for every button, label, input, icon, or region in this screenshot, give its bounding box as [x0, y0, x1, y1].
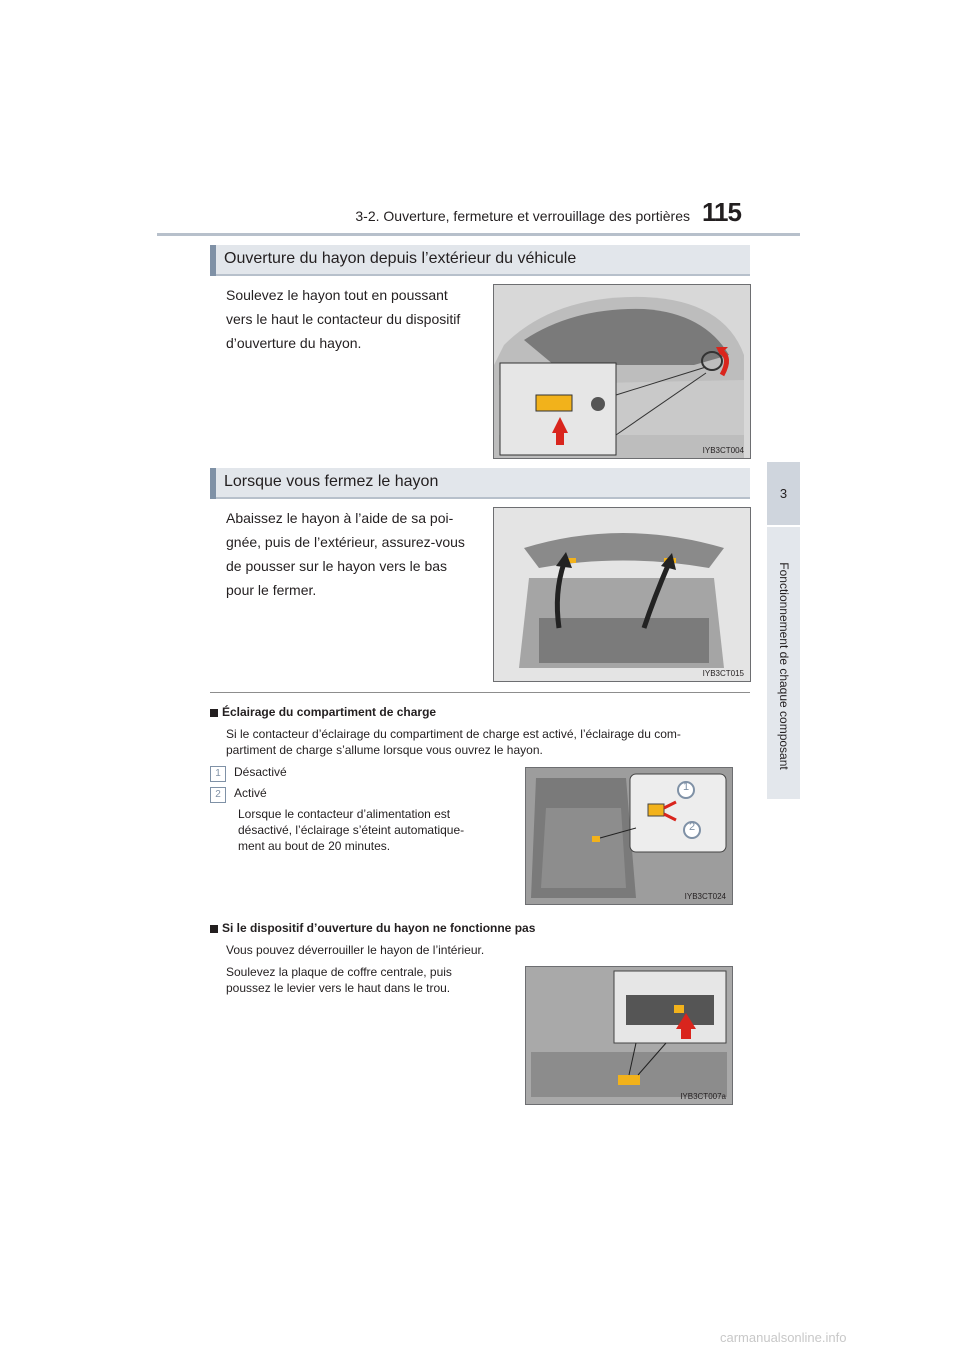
square-bullet-icon: [210, 925, 218, 933]
figure-tailgate-opener: [493, 284, 751, 459]
section-title: Ouverture du hayon depuis l’extérieur du véhicule: [224, 250, 577, 267]
text-line: désactivé, l’éclairage s’éteint automatique-: [238, 823, 465, 837]
text-line: Lorsque le contacteur d’alimentation est: [238, 807, 451, 821]
text-line: poussez le levier vers le haut dans le trou.: [226, 981, 451, 995]
figure-code: IYB3CT007a: [680, 1092, 726, 1101]
text-line: Soulevez la plaque de coffre centrale, puis: [226, 965, 452, 979]
note-heading-cargo-light: [210, 705, 436, 719]
note-heading-text: Si le dispositif d’ouverture du hayon ne fonctionne pas: [222, 921, 536, 935]
note2-instruction: [226, 964, 492, 996]
option-2-detail: [238, 806, 492, 854]
open-trunk-illustration: [494, 508, 750, 681]
text-line: ment au bout de 20 minutes.: [238, 839, 391, 853]
square-bullet-icon: [210, 709, 218, 717]
section-heading-open-tailgate: [210, 245, 750, 276]
callout-2: 2: [688, 821, 696, 833]
option-label: Activé: [234, 786, 267, 800]
number-2-icon: 2: [210, 787, 226, 803]
chapter-title: 3-2. Ouverture, fermeture et verrouillage des portières: [355, 208, 690, 224]
figure-code: IYB3CT015: [702, 669, 744, 678]
watermark: carmanualsonline.info: [720, 1330, 847, 1345]
text-line: gnée, puis de l’extérieur, assurez-vous: [226, 534, 465, 550]
figure-code: IYB3CT024: [684, 892, 726, 901]
header-divider: [157, 233, 800, 236]
figure-closing-tailgate: [493, 507, 751, 682]
callout-1: 1: [682, 781, 690, 793]
text-line: Si le contacteur d’éclairage du compartiment de charge est activé, l’éclairage du com-: [226, 727, 681, 741]
text-line: d’ouverture du hayon.: [226, 335, 362, 351]
option-item-2: [210, 785, 267, 803]
note-heading-opener-failure: [210, 921, 535, 935]
figure-code: IYB3CT004: [702, 446, 744, 455]
note-heading-text: Éclairage du compartiment de charge: [222, 705, 437, 719]
note2-text: Vous pouvez déverrouiller le hayon de l’intérieur.: [226, 943, 485, 957]
car-rear-illustration: [494, 285, 750, 458]
option-item-1: [210, 764, 287, 782]
text-line: pour le fermer.: [226, 582, 317, 598]
section-heading-close-tailgate: [210, 468, 750, 499]
chapter-label: Fonctionnement de chaque composant: [776, 562, 791, 770]
section-title: Lorsque vous fermez le hayon: [224, 473, 439, 490]
text-line: Abaissez le hayon à l’aide de sa poi-: [226, 510, 454, 526]
divider-line: [210, 692, 750, 693]
option-label: Désactivé: [234, 765, 287, 779]
chapter-side-label: [767, 535, 800, 797]
text-line: vers le haut le contacteur du dispositif: [226, 311, 461, 327]
page-number: 115: [702, 197, 741, 227]
note1-text: [226, 726, 746, 758]
section1-text: [226, 283, 476, 355]
chapter-tab: [767, 462, 800, 525]
trunk-floor-illustration: [526, 967, 732, 1104]
number-1-icon: 1: [210, 766, 226, 782]
figure-manual-release: [525, 966, 733, 1105]
section2-text: [226, 506, 476, 602]
figure-cargo-light-switch: [525, 767, 733, 905]
chapter-number: 3: [779, 486, 788, 501]
text-line: Soulevez le hayon tout en poussant: [226, 287, 448, 303]
text-line: de pousser sur le hayon vers le bas: [226, 558, 448, 574]
cargo-area-illustration: [526, 768, 732, 904]
text-line: partiment de charge s’allume lorsque vous ouvrez le hayon.: [226, 743, 543, 757]
